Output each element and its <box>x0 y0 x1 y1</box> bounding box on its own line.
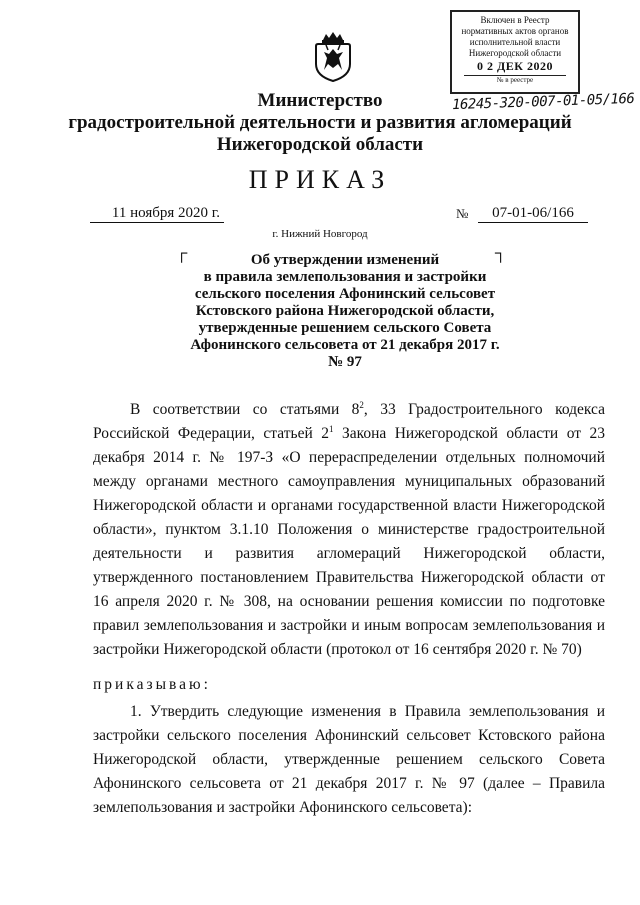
article-superscript: 1 <box>328 423 334 434</box>
document-type: ПРИКАЗ <box>248 165 392 194</box>
preamble-text: В соответствии со статьями 8 <box>130 401 360 418</box>
subject-line: Кстовского района Нижегородской области, <box>195 303 495 319</box>
preamble-paragraph <box>93 398 605 662</box>
subject-line: № 97 <box>328 354 362 370</box>
stamp-date: 0 2 ДЕК 2020 <box>477 59 553 73</box>
subject-line: Афонинского сельсовета от 21 декабря 2017 г. <box>190 337 500 353</box>
subject-line: сельского поселения Афонинский сельсовет <box>194 286 496 302</box>
subject-line: в правила землепользования и застройки <box>203 269 487 285</box>
stamp-registry-label: № в реестре <box>496 76 534 84</box>
stamp-line: нормативных актов органов <box>461 26 569 36</box>
ministry-line: Министерство <box>257 90 383 111</box>
subject-line: Об утверждении изменений <box>250 252 440 268</box>
corner-mark-right: ┐ <box>495 245 507 262</box>
order-subject <box>180 252 510 371</box>
preamble-text: , 33 Градостроительного кодекса Российской Федерации, статьей 2 <box>93 401 605 442</box>
stamp-line: Нижегородской области <box>468 48 562 58</box>
ministry-line: Нижегородской области <box>216 134 424 155</box>
subject-line: утвержденные решением сельского Совета <box>198 320 492 336</box>
ministry-header <box>0 90 640 156</box>
order-item-1: 1. Утвердить следующие изменения в Правила землепользования и застройки сельского поселения Афонинский сельсовет Кстовского района Нижегородской области, утвержденные решением сельского Совета Афонинского сельсовета от 21 декабря 2017 г. № 97 (далее – Правила землепользования и застройки Афонинского сельсовета): <box>93 703 605 816</box>
coat-of-arms-icon <box>310 30 356 82</box>
ministry-line: градостроительной деятельности и развития агломераций <box>68 112 572 133</box>
registry-number: 16245-320-007-01-05/166 <box>451 90 635 114</box>
order-directive: приказываю: <box>93 676 211 693</box>
stamp-line: Включен в Реестр <box>480 15 550 25</box>
preamble-text: Закона Нижегородской области от 23 декабря 2014 г. № 197-З «О перераспределении отдельных полномочий между органами местного самоуправления муниципальных образований Нижегородской области и органами государственной власти Нижегородской области», пунктом 3.1.10 Положения о министерстве градостроительной деятельности и развития агломераций Нижегородской области, утвержденного постановлением Правительства Нижегородской области от 16 апреля 2020 г. № 308, на основании решения комиссии по подготовке правил землепользования и застройки и иным вопросам землепользования и застройки Нижегородской области (протокол от 16 сентября 2020 г. № 70) <box>93 425 605 658</box>
order-date: 11 ноября 2020 г. <box>90 205 224 223</box>
stamp-line: исполнительной власти <box>469 37 561 47</box>
article-superscript: 2 <box>359 399 364 410</box>
corner-mark-left: ┌ <box>176 245 188 262</box>
registry-stamp <box>450 10 580 94</box>
order-number-sign: № <box>456 206 469 221</box>
order-city: г. Нижний Новгород <box>272 228 368 240</box>
order-number: 07-01-06/166 <box>478 205 588 223</box>
